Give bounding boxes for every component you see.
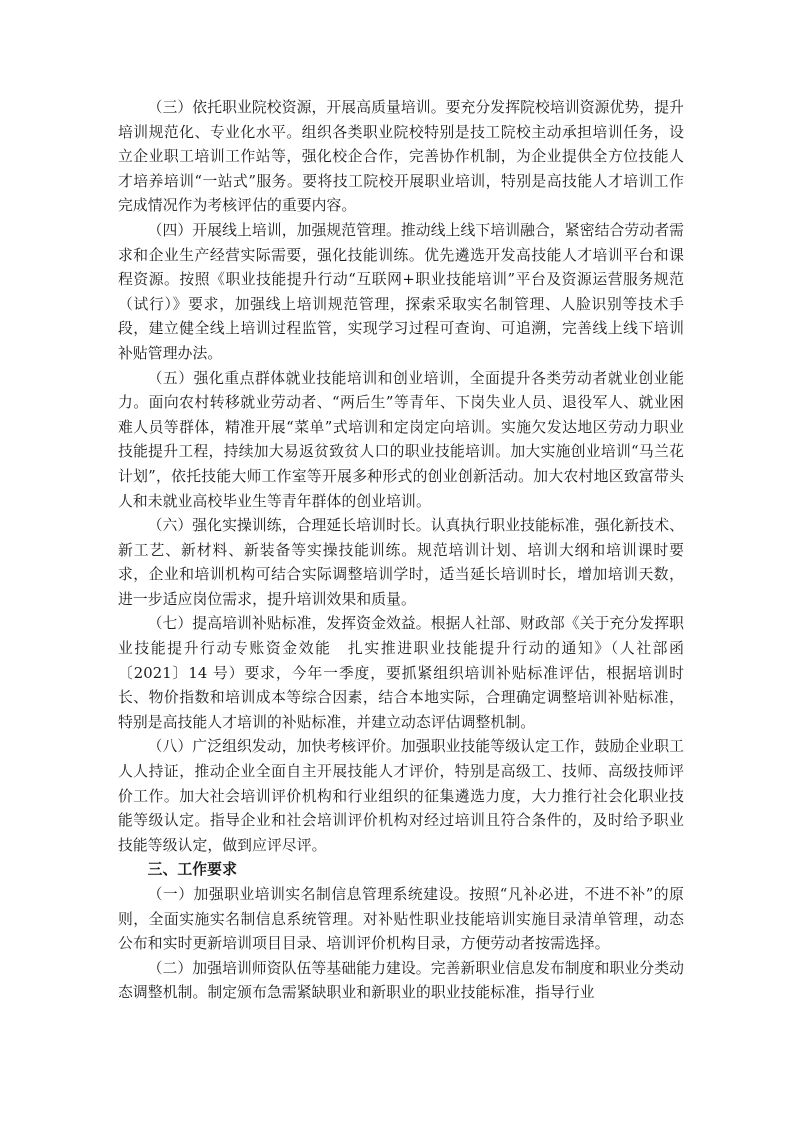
paragraph-5: （五）强化重点群体就业技能培训和创业培训，全面提升各类劳动者就业创业能力。面向农村转移就业劳动者、“两后生”等青年、下岗失业人员、退役军人、就业困难人员等群体，精准开展“菜单”式培训和定岗定向培训。实施欠发达地区劳动力职业技能提升工程，持续加大易返贫致贫人口的职业技能培训。加大实施创业培训“马兰花计划”，依托技能大师工作室等开展多种形式的创业创新活动。加大农村地区致富带头人和未就业高校毕业生等青年群体的创业培训。 [118, 369, 684, 510]
paragraph-4: （四）开展线上培训，加强规范管理。推动线上线下培训融合，紧密结合劳动者需求和企业生产经营实际需要，强化技能训练。优先遴选开发高技能人才培训平台和课程资源。按照《职业技能提升行动“互联网+职业技能培训”平台及资源运营服务规范（试行）》要求，加强线上培训规范管理，探索采取实名制管理、人脸识别等技术手段，建立健全线上培训过程监管，实现学习过程可查询、可追溯，完善线上线下培训补贴管理办法。 [118, 221, 684, 362]
document-body [118, 96, 684, 1006]
paragraph-6: （六）强化实操训练，合理延长培训时长。认真执行职业技能标准，强化新技术、新工艺、新材料、新装备等实操技能训练。规范培训计划、培训大纲和培训课时要求，企业和培训机构可结合实际调整培训学时，适当延长培训时长，增加培训天数，进一步适应岗位需求，提升培训效果和质量。 [118, 517, 684, 608]
paragraph-7: （七）提高培训补贴标准，发挥资金效益。根据人社部、财政部《关于充分发挥职业技能提升行动专账资金效能 扎实推进职业技能提升行动的通知》（人社部函〔2021〕14 号）要求，今年一季度，要抓紧组织培训补贴标准评估，根据培训时长、物价指数和培训成本等综合因素，结合本地实际，合理确定调整培训补贴标准，特别是高技能人才培训的补贴标准，并建立动态评估调整机制。 [118, 615, 684, 731]
paragraph-8: （八）广泛组织发动，加快考核评价。加强职业技能等级认定工作，鼓励企业职工人人持证，推动企业全面自主开展技能人才评价，特别是高级工、技师、高级技师评价工作。加大社会培训评价机构和行业组织的征集遴选力度，大力推行社会化职业技能等级认定。指导企业和社会培训评价机构对经过培训且符合条件的，及时给予职业技能等级认定，做到应评尽评。 [118, 738, 684, 854]
section-heading: 三、工作要求 [147, 861, 237, 879]
requirement-paragraph-1: （一）加强职业培训实名制信息管理系统建设。按照“凡补必进，不进不补”的原则，全面实施实名制信息系统管理。对补贴性职业技能培训实施目录清单管理，动态公布和实时更新培训项目目录、培训评价机构目录，方便劳动者按需选择。 [118, 886, 684, 953]
paragraph-3: （三）依托职业院校资源，开展高质量培训。要充分发挥院校培训资源优势，提升培训规范化、专业化水平。组织各类职业院校特别是技工院校主动承担培训任务，设立企业职工培训工作站等，强化校企合作，完善协作机制，为企业提供全方位技能人才培养培训“一站式”服务。要将技工院校开展职业培训，特别是高技能人才培训工作完成情况作为考核评估的重要内容。 [118, 99, 684, 215]
requirement-paragraph-2: （二）加强培训师资队伍等基础能力建设。完善新职业信息发布制度和职业分类动态调整机制。制定颁布急需紧缺职业和新职业的职业技能标准，指导行业 [118, 959, 684, 1002]
